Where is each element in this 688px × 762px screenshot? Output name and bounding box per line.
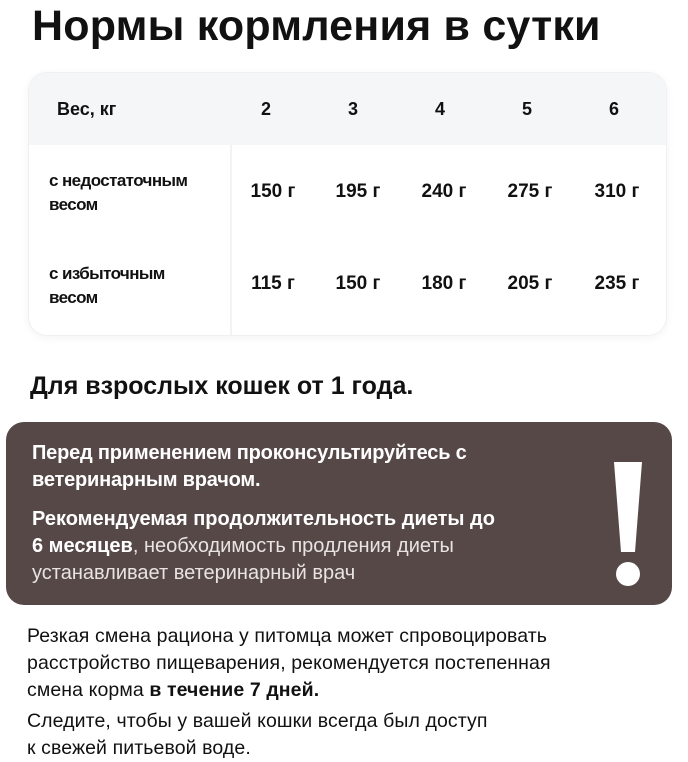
table-value-cell: 150 г (250, 181, 296, 202)
weight-header-cell: 6 (608, 99, 619, 119)
table-value-cell: 240 г (421, 181, 467, 202)
age-subtitle: Для взрослых кошек от 1 года. (30, 372, 414, 400)
warning-body-text: , необходимость продления диеты (132, 535, 454, 557)
paragraph-line: Следите, чтобы у вашей кошки всегда был доступ (27, 710, 488, 732)
table-value-cell: 150 г (335, 273, 381, 294)
feeding-table (29, 73, 666, 335)
weight-header-cell: 2 (260, 99, 271, 119)
table-column-divider (230, 145, 232, 335)
warning-body-bold: 6 месяцев (32, 535, 133, 557)
row-label-line: с недостаточным (49, 171, 188, 190)
table-value-cell: 310 г (594, 181, 640, 202)
warning-body-text: устанавливает ветеринарный врач (32, 562, 356, 584)
row-label-overweight (49, 262, 224, 310)
weight-header-cell: 5 (521, 99, 532, 119)
weight-header-label: Вес, кг (57, 99, 117, 119)
paragraph-line: к свежей питьевой воде. (27, 737, 251, 759)
water-paragraph (27, 708, 627, 762)
row-label-line: с избыточным (49, 264, 165, 283)
paragraph-bold: в течение 7 дней. (149, 679, 320, 701)
row-label-line: весом (49, 195, 98, 214)
row-label-underweight (49, 169, 224, 217)
diet-change-paragraph (27, 623, 667, 704)
table-value-cell: 235 г (594, 273, 640, 294)
vet-warning-box (6, 422, 672, 605)
paragraph-line: Резкая смена рациона у питомца может спровоцировать (27, 625, 548, 647)
row-label-line: весом (49, 288, 98, 307)
page-title: Нормы кормления в сутки (32, 2, 601, 50)
table-value-cell: 195 г (335, 181, 381, 202)
paragraph-line: смена корма (27, 679, 150, 701)
table-value-cell: 115 г (251, 273, 295, 294)
table-value-cell: 275 г (507, 181, 553, 202)
weight-header-cell: 4 (434, 99, 445, 119)
warning-heading (32, 440, 592, 494)
warning-body-bold: Рекомендуемая продолжительность диеты до (32, 508, 495, 530)
warning-heading-line: Перед применением проконсультируйтесь с (32, 442, 467, 464)
warning-heading-line: ветеринарным врачом. (32, 469, 261, 491)
table-value-cell: 180 г (421, 273, 467, 294)
table-value-cell: 205 г (507, 273, 553, 294)
weight-header-cell: 3 (347, 99, 358, 119)
warning-body (32, 506, 602, 587)
paragraph-line: расстройство пищеварения, рекомендуется постепенная (27, 652, 551, 674)
exclamation-icon (606, 460, 650, 588)
